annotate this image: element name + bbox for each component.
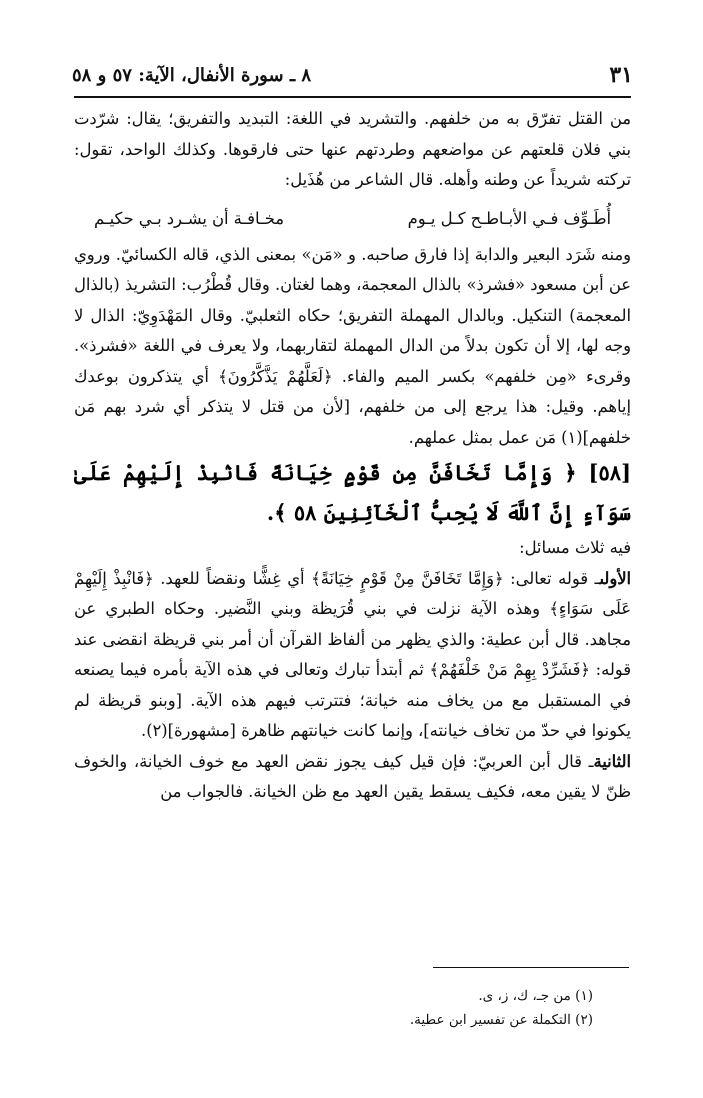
- poetry-verse: [74, 196, 631, 240]
- verse-second-hemistich: مخـافـة أن يشـرد بـي حكيـم: [94, 208, 284, 228]
- paragraph-tashrid: من القتل تفرّق به من خلفهم. والتشريد في اللغة: التبديد والتفريق؛ يقال: شرّدت بني فلان قلعتهم عن مواضعهم وطردتهم عنها حتى فارقوها. وكذلك الواحد، تقول: تركته شريداً عن وطنه وأهله. قال الشاعر من هُذَيل:: [74, 109, 631, 189]
- issue-second-text: ـ قال أبن العربيّ: فإن قيل كيف يجوز نقض العهد مع خوف الخيانة، والخوف ظنّ لا يقين معه، فكيف يسقط يقين العهد مع ظن الخيانة. فالجواب من: [74, 751, 631, 801]
- header-rule: [74, 96, 631, 98]
- footnote-1: (١) من جـ، ك، ز، ى.: [478, 988, 593, 1004]
- verse-first-hemistich: أُطَـوِّف فـي الأبـاطـح كـل يـوم: [407, 208, 611, 228]
- issue-second: [74, 747, 631, 808]
- page-header: [72, 60, 633, 90]
- issue-second-label: الثانية: [593, 751, 631, 771]
- footnote-rule: [433, 967, 629, 968]
- paragraph-readings: ومنه شَرَد البعير والدابة إذا فارق صاحبه. و «مَن» بمعنى الذي، قاله الكسائيّ. وروي عن أبن مسعود «فشرذ» بالذال المعجمة، وهما لغتان. وقال قُطْرُب: التشريذ (بالذال المعجمة) التنكيل. وبالدال المهملة التفريق؛ حكاه الثعلبيّ. وقال المَهْدَوِيّ: الذال لا وجه لها، إلا أن تكون بدلاً من الدال المهملة لتقاربهما، ولا يعرف في اللغة «فشرذ». وقرىء «مِن خلفهم» بكسر الميم والفاء. ﴿لَعَلَّهُمْ يَذَّكَّرُونَ﴾ أي يتذكرون بوعدك إياهم. وقيل: هذا يرجع إلى من خلفهم، [لأن من قتل لا يتذكر أي شرد بهم مَن خلفهم](١) مَن عمل بمثل عملهم.: [74, 244, 631, 447]
- issue-first-text: ـ قوله تعالى: ﴿وَإِمَّا تَخَافَنَّ مِنْ قَوْمٍ خِيَانَةً﴾ أي غِشًّا ونقضاً للعهد. ﴿فَانْبِذْ إِلَيْهِمْ عَلَى سَوَاءٍ﴾ وهذه الآية نزلت في بني قُرَيظة وبني النَّضير. وحكاه الطبري عن مجاهد. قال أبن عطية: والذي يظهر من ألفاظ القرآن أن أمر بني قريظة انقضى عند قوله: ﴿فَشَرِّدْ بِهِمْ مَنْ خَلْفَهُمْ﴾ ثم أبتدأ تبارك وتعالى في هذه الآية بأمره فيما يصنعه في المستقبل مع من يخاف منه خيانة؛ فتترتب فيهم هذه الآية. [وبنو قريظة لم يكونوا في حدّ من تخاف خيانته]، وإنما كانت خيانتهم ظاهرة [مشهورة](٢).: [74, 568, 631, 740]
- main-text: [74, 104, 631, 808]
- footnotes: [173, 984, 593, 1032]
- page-number: ٣١: [609, 62, 633, 88]
- issue-first-label: الأولى: [599, 568, 631, 588]
- issues-intro: فيه ثلاث مسائل:: [519, 538, 631, 557]
- surah-title: ٨ ـ سورة الأنفال، الآية: ٥٧ و ٥٨: [72, 64, 312, 86]
- footnote-2: (٢) التكملة عن تفسير ابن عطية.: [409, 1012, 593, 1028]
- issue-first: [74, 564, 631, 747]
- quran-verse-58: [٥٨] ﴿ وَإِمَّا تَخَافَنَّ مِن قَوْمٍ خِيَانَةً فَانۢبِذْ إِلَيْهِمْ عَلَىٰ سَوَآءٍ إِنَّ ٱللَّهَ لَا يُحِبُّ ٱلْخَآئِنِينَ ٥٨ ﴾.: [74, 460, 631, 525]
